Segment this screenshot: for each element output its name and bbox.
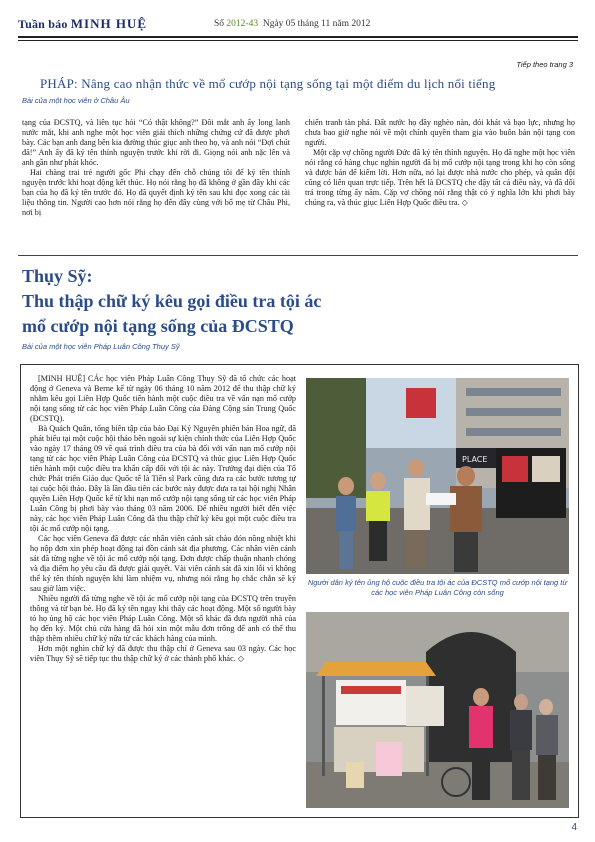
masthead-left: Tuần báo [18, 17, 68, 31]
article1-column-right [305, 118, 575, 208]
issue-label: Số [214, 19, 225, 29]
article2-title-line1: Thụy Sỹ: [22, 266, 93, 286]
paragraph: tạng của ĐCSTQ, và liên tục hỏi “Có thật không?” Đôi mắt anh ấy long lanh nước mắt, khi anh nghe một học viên giải thích những chứng cứ đã được phơi bày. Các bạn anh đang bên kia đường thúc giục anh theo họ, và anh nói “Đợi chút đã!” Anh ấy đã ký tên thỉnh nguyện trước khi rời đi. Giọng nói anh nặc lên và anh gần như phát khóc. [22, 118, 290, 167]
street-scene-image [306, 378, 569, 574]
issue-info [214, 19, 370, 29]
article1-title: PHÁP: Nâng cao nhận thức về mổ cướp nội tạng sống tại một điểm du lịch nổi tiếng [40, 76, 496, 91]
article1-column-left [22, 118, 290, 218]
paragraph: Một cặp vợ chồng người Đức đã ký tên thỉnh nguyện. Họ đã nghe một học viên nói rằng có hàng chục nghìn người đã bị mổ cướp nội tạng trong khi họ còn sống và được bán để kiếm lời. Hơn nữa, nó lại được nhà nước cho phép, và quân đội cũng có liên quan trực tiếp. Trên hết là ĐCSTQ che đậy tất cả điều này, và đã dối trá trong từng ấy năm. Cặp vợ chồng nói rằng thật có ý nghĩa lớn khi phơi bày chúng ra, và thúc giục Liên Hợp Quốc điều tra. ◇ [305, 148, 575, 207]
article1-byline: Bài của một học viên ở Châu Âu [22, 96, 130, 105]
page-header [18, 14, 578, 36]
article2-byline: Bài của một học viên Pháp Luân Công Thụy Sỹ [22, 342, 180, 351]
canopy-scene-image [306, 612, 569, 808]
page-number: 4 [571, 822, 577, 833]
masthead [18, 16, 147, 32]
end-mark: ◇ [237, 654, 244, 663]
end-mark: ◇ [461, 198, 468, 207]
masthead-right: MINH HUỆ [70, 16, 147, 31]
paragraph: Nhiều người đã từng nghe về tội ác mổ cướp nội tạng của ĐCSTQ trên truyền thông và từ bạn bè. Họ đã ký tên ngay khi thấy các hoạt động. Một số người bày tỏ họ ủng hộ các học viên Pháp Luân Công. Một số khác đã đưa người nhà của họ đến ký. Một chủ cửa hàng đã hỏi xin một mẫu đơn trống để anh có thể thu thập thêm nhiều chữ ký nữa từ các khách hàng của mình. [30, 594, 296, 643]
header-rule-thin [18, 40, 578, 41]
continued-note: Tiếp theo trang 3 [516, 60, 573, 69]
article2-text [30, 374, 296, 664]
photo1-sign-text: PLACE [462, 455, 488, 464]
paragraph: Hai chàng trai trẻ người gốc Phi chạy đến chỗ chúng tôi để ký tên thỉnh nguyện trước khi hoạt động kết thúc. Họ nói rằng họ đã không ở gần đây khi các bạn của họ đã ký tên trước đó. Họ đã quyết định ký tên sau khi đọc xong các tài liệu thông tin. Người cao hơn nói rằng họ đến đây cùng với bố mẹ từ Châu Phi, nơi bị [22, 168, 290, 217]
paragraph: Các học viên Geneva đã được các nhân viên cảnh sát chào đón nồng nhiệt khi họ nộp đơn xin phép hoạt động tại đồn cảnh sát địa phương. Các nhân viên cảnh sát đã từng nghe về tội ác mổ cướp nội tạng. Đơn được chấp thuận nhanh chóng và địa điểm họ yêu cầu đã được giải quyết. Vài viên cảnh sát đã xin lỗi vì không thể ký tên thỉnh nguyện khi làm nhiệm vụ, nhưng nói rằng họ chắc chắn sẽ ký sau giờ làm việc. [30, 534, 296, 593]
photo-signature-booth [306, 378, 569, 574]
header-rule [18, 36, 578, 38]
article2-title-line2: Thu thập chữ ký kêu gọi điều tra tội ác [22, 291, 322, 311]
photo-canopy-booth [306, 612, 569, 808]
issue-date: Ngày 05 tháng 11 năm 2012 [262, 19, 371, 29]
article2-title-line3: mổ cướp nội tạng sống của ĐCSTQ [22, 316, 294, 336]
issue-number: 2012-43 [226, 19, 259, 29]
paragraph: chiến tranh tàn phá. Đất nước họ đầy nghèo nàn, đói khát và bạo lực, nhưng họ chưa bao giờ nghe nói về một chính quyền tham gia vào buôn bán nội tạng con người. [305, 118, 575, 147]
article-separator [18, 255, 578, 256]
photo-caption: Người dân ký tên ủng hộ cuộc điều tra tội ác của ĐCSTQ mổ cướp nội tạng từ các học viên Pháp Luân Công còn sống [307, 578, 568, 597]
paragraph: Bà Quách Quân, tổng biên tập của báo Đại Kỷ Nguyên phiên bản Hoa ngữ, đã phát biểu tại một cuộc hội thảo bên ngoài sự kiện chính thức của Liên Hợp Quốc vào ngày 17 tháng 09 về quá trình điều tra của bà đối với vấn nạn mổ cướp nội tạng từ các học viên Pháp Luân Công của ĐCSTQ và thúc giục Liên Hợp Quốc tiến hành một cuộc điều tra khẩn cấp đối với tội ác này. Trưởng đại diện của Tổ chức Phát triển Giáo dục Quốc tế là Tiến sĩ Park cũng đưa ra các bước tương tự tại cuộc hội thảo. Đây là lần đầu tiên các bước này được đưa ra tại hội nghị Nhân quyền Liên Hợp Quốc kể từ khi nạn mổ cướp nội tạng sống từ các học viên Pháp Luân Công bị phơi bày vào tháng 03 năm 2006. Để nhiều người biết đến việc này, các học viên Pháp Luân Công đã thu thập chữ ký kêu gọi một cuộc điều tra tội ác mổ cướp nội tạng. [30, 424, 296, 533]
article2-title [22, 264, 321, 339]
paragraph: Hơn một nghìn chữ ký đã được thu thập chỉ ở Geneva sau 03 ngày. Các học viên Thụy Sỹ sẽ tiếp tục thu thập chữ ký ở các thành phố khác. ◇ [30, 644, 296, 663]
paragraph: [MINH HUỆ] CÁc học viên Pháp Luân Công Thụy Sỹ đã tổ chức các hoạt động ở Geneva và Berne kể từ ngày 06 tháng 10 năm 2012 để thu thập chữ ký nhằm kêu gọi Liên Hợp Quốc tiến hành một cuộc điều tra về vấn nạn mổ cướp nội tạng sống từ các học viên Pháp Luân Công của Đảng Cộng sản Trung Quốc (ĐCSTQ). [30, 374, 296, 423]
